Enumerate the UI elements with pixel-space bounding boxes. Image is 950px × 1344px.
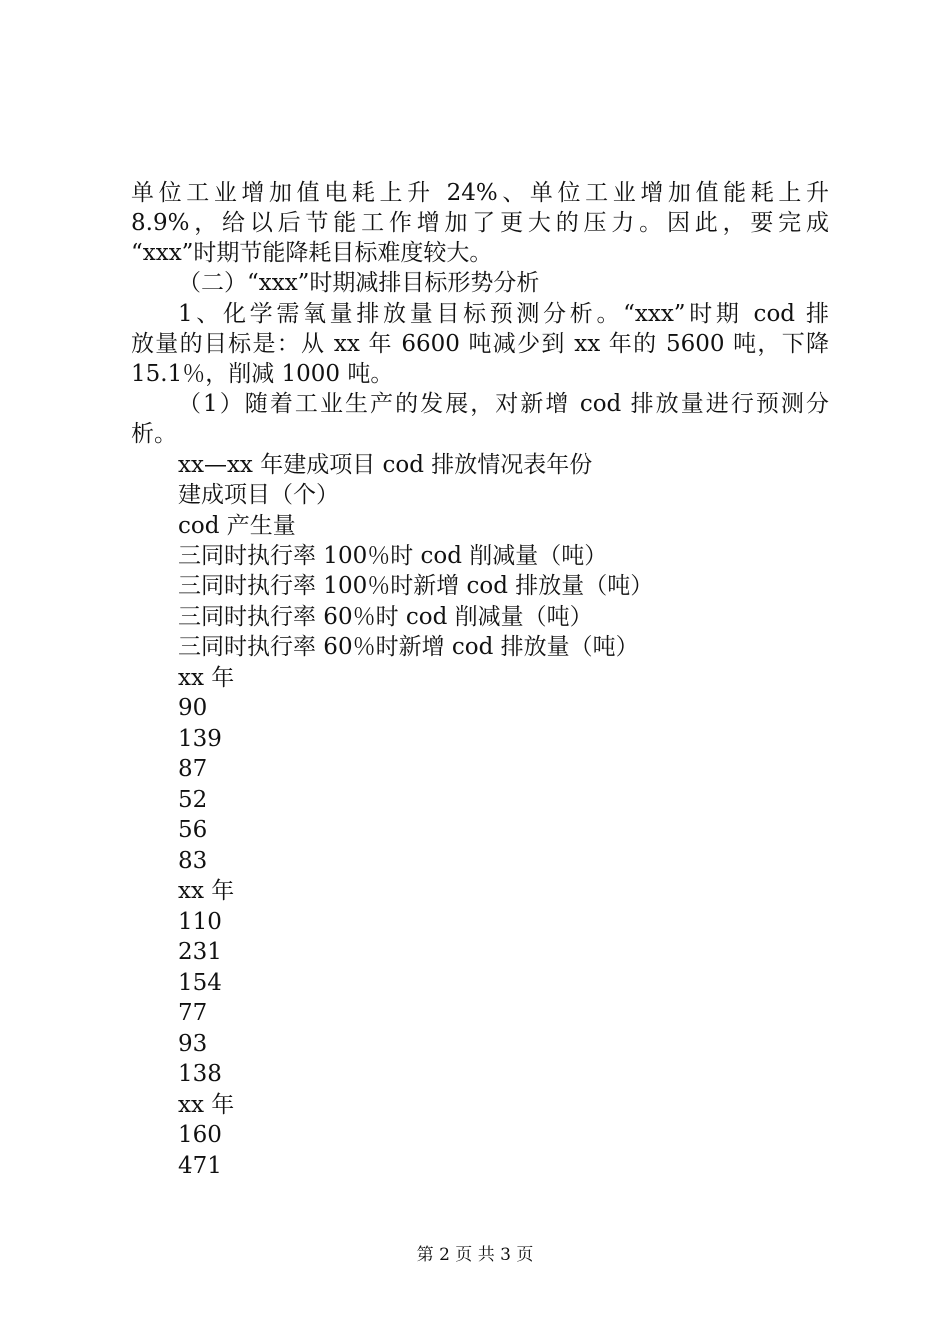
table-cell: 231	[178, 939, 222, 965]
body-line: （1）随着工业生产的发展，对新增 cod 排放量进行预测分	[178, 391, 829, 417]
body-line: 1、化学需氧量排放量目标预测分析。“xxx”时期 cod 排	[178, 301, 829, 327]
table-header-cell: 建成项目（个）	[178, 482, 339, 508]
table-cell: xx 年	[178, 665, 235, 691]
table-cell: 139	[178, 726, 222, 752]
table-cell: 471	[178, 1153, 222, 1179]
table-header-cell: cod 产生量	[178, 513, 296, 539]
body-line: 析。	[131, 421, 177, 447]
page-footer: 第 2 页 共 3 页	[416, 1245, 534, 1265]
body-line: 放量的目标是：从 xx 年 6600 吨减少到 xx 年的 5600 吨，下降	[131, 331, 829, 357]
table-header-cell: 三同时执行率 100％时新增 cod 排放量（吨）	[178, 573, 654, 599]
table-cell: 138	[178, 1061, 222, 1087]
section-heading: （二）“xxx”时期减排目标形势分析	[178, 270, 540, 296]
table-header-cell: 三同时执行率 60％时 cod 削减量（吨）	[178, 604, 593, 630]
body-line: 15.1％，削减 1000 吨。	[131, 361, 394, 387]
table-title: xx—xx 年建成项目 cod 排放情况表年份	[178, 452, 593, 478]
table-cell: 110	[178, 909, 222, 935]
table-cell: 52	[178, 787, 208, 813]
table-cell: 154	[178, 970, 222, 996]
body-line: 8.9%，给以后节能工作增加了更大的压力。因此，要完成	[131, 210, 829, 236]
body-line: 单位工业增加值电耗上升 24%、单位工业增加值能耗上升	[131, 180, 829, 206]
table-cell: 93	[178, 1031, 208, 1057]
table-cell: xx 年	[178, 878, 235, 904]
table-cell: 56	[178, 817, 208, 843]
table-header-cell: 三同时执行率 100％时 cod 削减量（吨）	[178, 543, 608, 569]
table-cell: xx 年	[178, 1092, 235, 1118]
table-cell: 83	[178, 848, 208, 874]
table-header-cell: 三同时执行率 60％时新增 cod 排放量（吨）	[178, 634, 639, 660]
table-cell: 87	[178, 756, 208, 782]
body-line: “xxx”时期节能降耗目标难度较大。	[131, 240, 493, 266]
table-cell: 160	[178, 1122, 222, 1148]
table-cell: 90	[178, 695, 208, 721]
table-cell: 77	[178, 1000, 208, 1026]
